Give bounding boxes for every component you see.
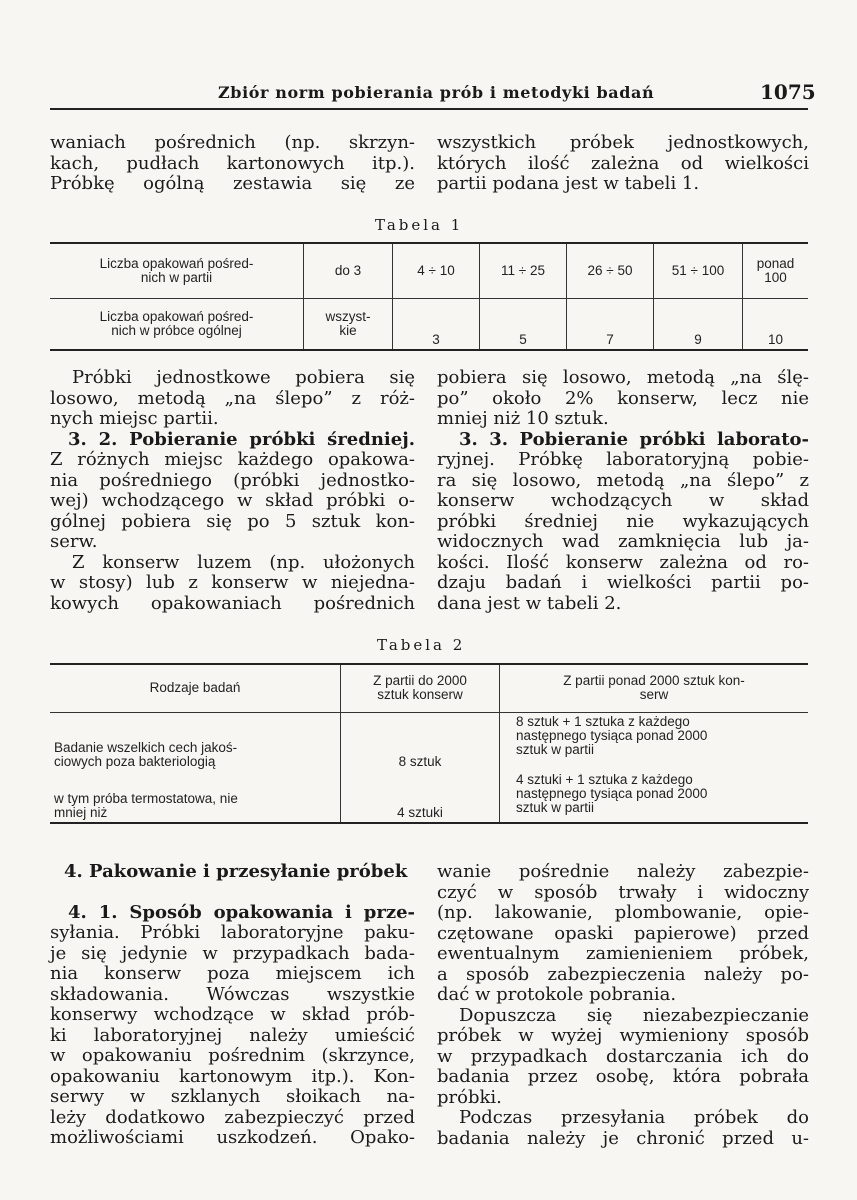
table-1 [50, 242, 808, 351]
table2-caption: Tabela 2 [377, 636, 466, 654]
table-cell: 4 sztuki [341, 771, 500, 823]
table-cell: Liczba opakowań pośred- nich w partii [50, 243, 304, 298]
table-cell: 26 ÷ 50 [567, 243, 654, 298]
table-cell: 7 [567, 298, 654, 350]
table-cell: 4 sztuki + 1 sztuka z każdego następnego tysiąca ponad 2000 sztuk w partii [500, 771, 809, 823]
text-line: badania przez osobę, która pobrała [437, 1066, 809, 1087]
text-line: a sposób zabezpieczenia należy po- [437, 963, 809, 985]
text-line: czętowane opaski papierowe) przed [437, 922, 809, 944]
text-line: w opakowaniu pośrednim (skrzynce, [50, 1045, 415, 1066]
text-line: konserwy wchodzące w skład prób- [50, 1004, 415, 1025]
text-line: po” około 2% konserw, lecz nie [437, 387, 809, 409]
section-heading: 4. Pakowanie i przesyłanie próbek [64, 861, 408, 882]
text-line: ki laboratoryjnej należy umieścić [50, 1024, 415, 1046]
text-line: pobiera się losowo, metodą „na ślę- [437, 367, 809, 388]
table-cell: 8 sztuk [341, 712, 500, 771]
middle-right-column [437, 368, 809, 614]
text-line: Z różnych miejsc każdego opakowa- [50, 449, 415, 470]
text-line: próbki średniej nie wykazujących [437, 510, 809, 532]
text-line: próbek w wyżej wymieniony sposób [437, 1025, 809, 1046]
text-line: ryjnej. Próbkę laboratoryjną pobie- [437, 449, 809, 470]
text-line: mniej niż 10 sztuk. [437, 408, 609, 429]
text-line: dana jest w tabeli 2. [437, 592, 622, 614]
table-cell: 9 [654, 298, 743, 350]
text-line: nych miejsc partii. [50, 408, 219, 429]
top-right-column [437, 133, 809, 195]
text-line: je się jedynie w przypadkach bada- [50, 942, 415, 964]
text-line: kach, pudłach kartonowych itp.). [50, 152, 415, 174]
text-line: opakowaniu kartonowym itp.). Kon- [50, 1065, 415, 1087]
text-line: Próbki jednostkowe pobiera się [72, 367, 415, 388]
header-rule [50, 108, 808, 110]
table-header-cell: Z partii ponad 2000 sztuk kon- serw [500, 664, 809, 712]
text-line: badania należy je chronić przed u- [437, 1127, 809, 1149]
middle-left-column [50, 368, 415, 614]
table-cell: 51 ÷ 100 [654, 243, 743, 298]
table-cell: 10 [743, 298, 809, 350]
table-cell: Badanie wszelkich cech jakoś- ciowych poza bakteriologią [54, 739, 238, 769]
table-cell: 3 [393, 298, 480, 350]
text-line: Z konserw luzem (np. ułożonych [72, 551, 415, 573]
bottom-left-column [50, 862, 415, 1149]
text-line: ewentualnym zamienieniem próbek, [437, 943, 809, 964]
text-line: losowo, metodą „na ślepo” z róż- [50, 387, 415, 409]
text-line: waniach pośrednich (np. skrzyn- [50, 132, 415, 153]
header-title: Zbiór norm pobierania prób i metodyki badań [218, 83, 655, 102]
text-line: partii podana jest w tabeli 1. [437, 173, 700, 194]
table1-caption: Tabela 1 [375, 216, 464, 234]
text-line: dzaju badań i wielkości partii po- [437, 572, 809, 593]
table-cell: 5 [480, 298, 567, 350]
table-cell: Liczba opakowań pośred- nich w próbce ogólnej [99, 308, 254, 338]
text-line: nia konserw poza miejscem ich [50, 963, 415, 984]
section-heading: 4. 1. Sposób opakowania i prze- [68, 901, 415, 923]
text-line: (np. lakowanie, plombowanie, opie- [437, 902, 809, 923]
text-line: syłania. Próbki laboratoryjne paku- [50, 922, 415, 943]
table-cell: do 3 [304, 243, 393, 298]
table-cell: ponad 100 [743, 243, 809, 298]
spacer [50, 883, 415, 903]
text-line: próbki. [437, 1086, 502, 1108]
text-line: dać w protokole pobrania. [437, 984, 677, 1005]
text-line: możliwościami uszkodzeń. Opako- [50, 1127, 415, 1148]
table-cell: 8 sztuk + 1 sztuka z każdego następnego tysiąca ponad 2000 sztuk w partii [500, 712, 809, 771]
top-left-column [50, 133, 415, 195]
text-line: których ilość zależna od wielkości [437, 152, 809, 174]
text-line: leży dodatkowo zabezpieczyć przed [50, 1106, 415, 1128]
text-line: w przypadkach dostarczania ich do [437, 1045, 809, 1067]
table-cell: 11 ÷ 25 [480, 243, 567, 298]
text-line: konserw wchodzących w skład [437, 490, 809, 511]
bottom-right-column [437, 862, 809, 1149]
text-line: składowania. Wówczas wszystkie [50, 983, 415, 1005]
text-line: wanie pośrednie należy zabezpie- [437, 861, 809, 882]
table-cell: wszyst- kie [304, 298, 393, 350]
text-line: serwy w szklanych słoikach na- [50, 1086, 415, 1107]
text-line: Podczas przesyłania próbek do [459, 1107, 809, 1128]
table-header-cell: Rodzaje badań [50, 664, 341, 712]
text-line: nia pośredniego (próbki jednostko- [50, 469, 415, 491]
text-line: widocznych wad zamknięcia lub ja- [437, 531, 809, 552]
text-line: wszystkich próbek jednostkowych, [437, 132, 809, 153]
table-header-cell: Z partii do 2000 sztuk konserw [341, 664, 500, 712]
text-line: serw. [50, 531, 98, 552]
text-line: kowych opakowaniach pośrednich [50, 592, 415, 614]
text-line: czyć w sposób trwały i widoczny [437, 881, 809, 903]
text-line: ra się losowo, metodą „na ślepo” z [437, 469, 809, 491]
text-line: wej) wchodzącego w skład próbki o- [50, 490, 415, 511]
table-cell: 4 ÷ 10 [393, 243, 480, 298]
text-line: Próbkę ogólną zestawia się ze [50, 173, 415, 194]
page-number: 1075 [760, 80, 816, 104]
text-line: kości. Ilość konserw zależna od ro- [437, 551, 809, 573]
section-heading: 3. 3. Pobieranie próbki laborato- [459, 428, 809, 450]
table-cell: w tym próba termostatowa, nie mniej niż [54, 790, 238, 820]
text-line: w stosy) lub z konserw w niejedna- [50, 572, 415, 593]
text-line: gólnej pobiera się po 5 sztuk kon- [50, 510, 415, 532]
table-2 [50, 663, 808, 824]
text-line: Dopuszcza się niezabezpieczanie [459, 1004, 809, 1026]
section-heading: 3. 2. Pobieranie próbki średniej. [68, 428, 415, 450]
